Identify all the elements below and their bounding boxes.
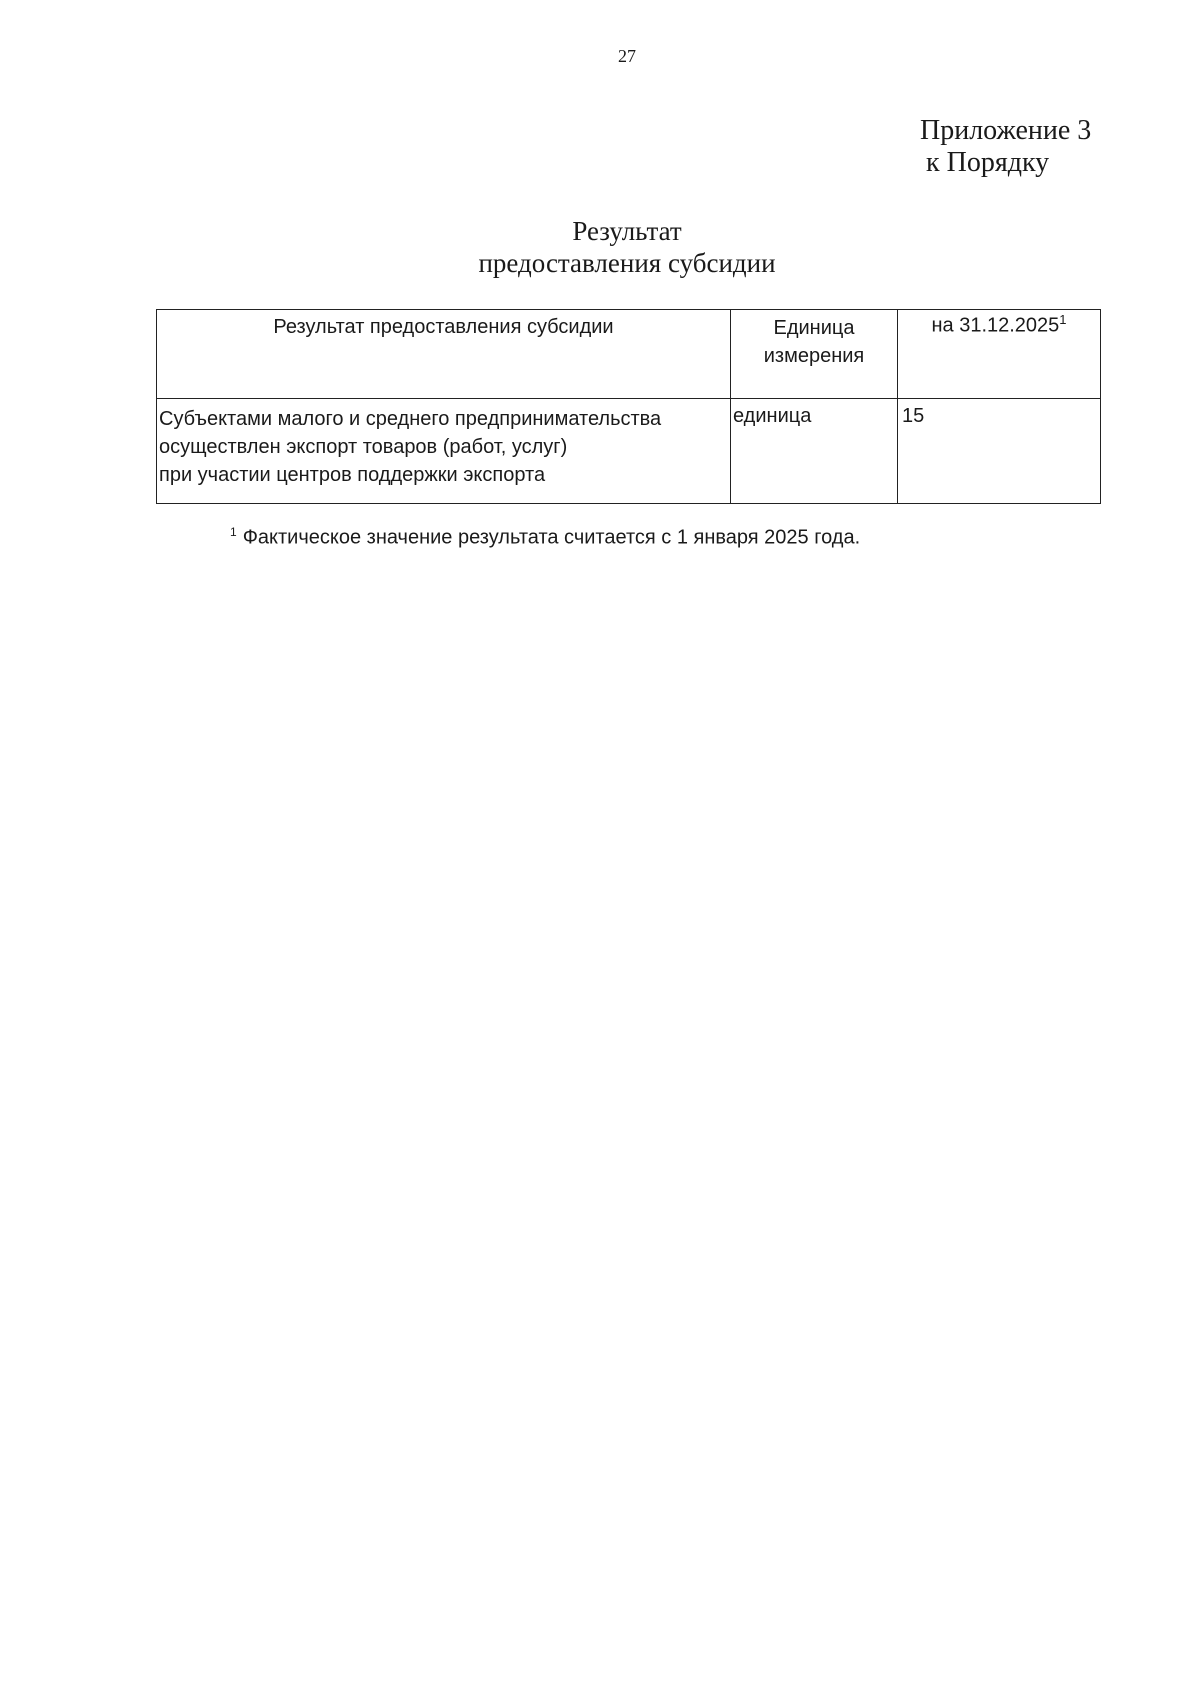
appendix-reference: к Порядку xyxy=(926,147,1050,178)
cell-result-line-3: при участии центров поддержки экспорта xyxy=(159,464,546,486)
appendix-label: Приложение 3 xyxy=(920,115,1092,146)
cell-unit: единица xyxy=(731,399,898,504)
header-value-footnote-mark: 1 xyxy=(1059,312,1067,327)
header-unit-line-2: измерения xyxy=(763,345,865,367)
document-title xyxy=(0,215,1200,279)
page-number: 27 xyxy=(618,46,636,66)
header-unit-line-1: Единица xyxy=(773,317,855,339)
cell-result-line-2: осуществлен экспорт товаров (работ, услуг) xyxy=(159,436,568,458)
appendix-heading xyxy=(920,115,1091,179)
table-row xyxy=(157,399,1101,504)
header-result: Результат предоставления субсидии xyxy=(157,310,731,399)
cell-result-line-1: Субъектами малого и среднего предпринимательства xyxy=(159,408,662,430)
table-header-row xyxy=(157,310,1101,399)
cell-value: 15 xyxy=(898,399,1101,504)
cell-result xyxy=(157,399,731,504)
header-unit xyxy=(731,310,898,399)
footnote-text: Фактическое значение результата считается с 1 января 2025 года. xyxy=(242,526,861,549)
header-value-label: на 31.12.2025 xyxy=(931,314,1060,337)
document-title-line-1: Результат xyxy=(572,216,682,246)
footnote xyxy=(230,525,860,550)
document-title-line-2: предоставления субсидии xyxy=(478,248,776,278)
results-table xyxy=(156,309,1101,504)
footnote-mark: 1 xyxy=(230,525,237,539)
header-value xyxy=(898,310,1101,399)
